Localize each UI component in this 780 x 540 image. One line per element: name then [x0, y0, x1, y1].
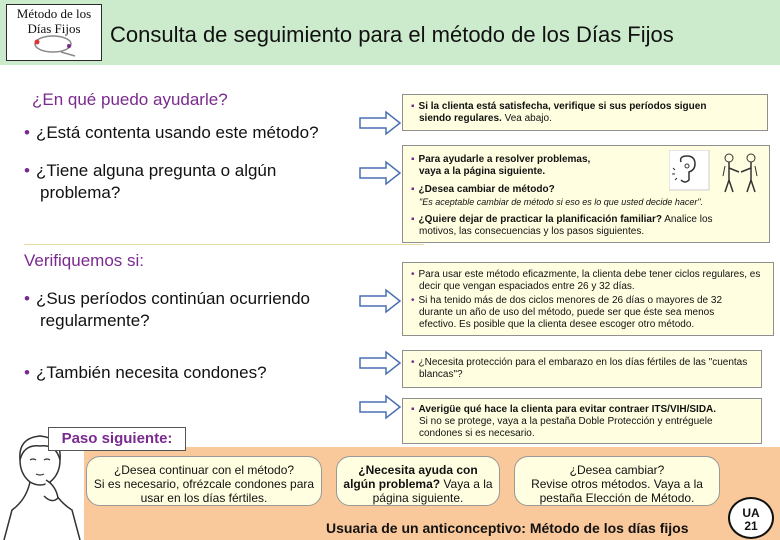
question-text-cont: problema? — [40, 183, 121, 202]
help-rest-2: página siguiente. — [372, 491, 464, 505]
next-step-label: Paso siguiente: — [48, 427, 186, 451]
tab-label-line2: Días Fijos — [27, 21, 81, 36]
answer-text — [411, 101, 706, 125]
footer-caption: Usuaria de un anticonceptivo: Método de los días fijos — [326, 520, 689, 536]
answer-line: Para usar este método eficazmente, la clienta debe tener ciclos regulares, es — [418, 269, 761, 280]
continue-title: ¿Desea continuar con el método? — [113, 463, 295, 477]
arrow-right-icon — [358, 160, 402, 186]
answer-text — [411, 214, 713, 238]
bullet-icon: • — [24, 363, 30, 382]
question-problems — [24, 160, 276, 204]
answer-text — [411, 269, 760, 293]
page-title: Consulta de seguimiento para el método de los Días Fijos — [110, 22, 674, 47]
change-line2: pestaña Elección de Método. — [539, 491, 695, 505]
question-condoms — [24, 362, 267, 384]
bullet-icon: ▪ — [411, 154, 415, 165]
answer-box-problems — [402, 145, 770, 243]
answer-rest: Analice los — [661, 214, 713, 225]
question-text: ¿Sus períodos continúan ocurriendo — [35, 289, 311, 308]
answer-line: decir que vengan espaciados entre 26 y 32 días. — [419, 281, 635, 292]
answer-rest: motivos, las consecuencias y los pasos siguientes. — [419, 226, 645, 237]
continue-line1: Si es necesario, ofrézcale condones para — [93, 477, 315, 491]
ask-heading: ¿En qué puedo ayudarle? — [32, 90, 228, 109]
answer-text — [411, 295, 722, 331]
verify-heading-text: Verifiquemos si: — [24, 251, 144, 270]
answer-bold: ¿Quiere dejar de practicar la planificación familiar? — [418, 214, 662, 225]
header-bar — [0, 0, 780, 65]
method-tab[interactable] — [6, 4, 102, 61]
change-title: ¿Desea cambiar? — [569, 463, 665, 477]
question-text-cont: regularmente? — [40, 311, 150, 330]
help-rest: Vaya a la — [440, 477, 493, 491]
bullet-icon: • — [411, 357, 415, 368]
answer-box-regular-periods — [402, 262, 774, 336]
arrow-right-icon — [358, 288, 402, 314]
bullet-icon: • — [411, 269, 415, 280]
question-satisfied — [24, 122, 319, 144]
verify-heading — [24, 244, 424, 274]
answer-box-condoms — [402, 350, 762, 388]
arrow-right-icon — [358, 394, 402, 420]
counseling-illustration-icon — [669, 150, 765, 196]
bullet-icon: • — [24, 123, 30, 142]
question-text: ¿También necesita condones? — [35, 363, 267, 382]
change-line1: Revise otros métodos. Vaya a la — [531, 477, 703, 491]
help-title: ¿Necesita ayuda con — [358, 463, 478, 477]
answer-text — [411, 184, 703, 209]
answer-bold: Averigüe qué hace la clienta para evitar contraer ITS/VIH/SIDA. — [418, 404, 717, 415]
answer-text — [411, 154, 590, 178]
answer-bold: siendo regulares. — [419, 113, 502, 124]
answer-bold: Si la clienta está satisfecha, verifique si sus períodos siguen — [418, 101, 707, 112]
page-badge — [728, 497, 774, 539]
bullet-icon: ▪ — [411, 101, 415, 112]
answer-box-sti — [402, 398, 762, 444]
question-regular-periods — [24, 288, 310, 332]
need-help-box[interactable] — [336, 456, 500, 506]
cyclebeads-icon — [31, 32, 79, 58]
answer-line: condones si es necesario. — [419, 428, 535, 439]
help-title-2: algún problema? — [343, 477, 441, 491]
answer-quote: "Es aceptable cambiar de método si eso es lo que usted decide hacer". — [419, 197, 704, 207]
answer-text — [411, 404, 716, 440]
answer-line: durante un año de uso del método, puede ser que éste sea menos — [419, 307, 715, 318]
answer-line: ¿Necesita protección para el embarazo en los días fértiles de las "cuentas — [418, 357, 748, 368]
question-text: ¿Tiene alguna pregunta o algún — [35, 161, 277, 180]
bullet-icon: • — [24, 289, 30, 308]
answer-text — [411, 357, 747, 381]
answer-bold: vaya a la página siguiente. — [419, 166, 546, 177]
bullet-icon: ▪ — [411, 184, 415, 195]
bullet-icon: ▪ — [411, 404, 415, 415]
continue-method-box[interactable] — [86, 456, 322, 506]
answer-line: blancas"? — [419, 369, 463, 380]
answer-bold: Para ayudarle a resolver problemas, — [418, 154, 591, 165]
answer-box-satisfied — [402, 94, 768, 131]
change-method-box[interactable] — [514, 456, 720, 506]
badge-code: UA — [742, 506, 760, 520]
answer-bold: ¿Desea cambiar de método? — [418, 184, 555, 195]
bullet-icon: • — [411, 295, 415, 306]
bullet-icon: • — [24, 161, 30, 180]
continue-line2: usar en los días fértiles. — [140, 491, 268, 505]
answer-line: efectivo. Es posible que la clienta desee escoger otro método. — [419, 319, 695, 330]
answer-rest: Vea abajo. — [501, 113, 552, 124]
question-text: ¿Está contenta usando este método? — [35, 123, 319, 142]
tab-label-line1: Método de los — [16, 6, 92, 21]
badge-number: 21 — [744, 519, 758, 533]
arrow-right-icon — [358, 350, 402, 376]
answer-line: Si ha tenido más de dos ciclos menores de 26 días o mayores de 32 — [418, 295, 723, 306]
bullet-icon: ▪ — [411, 214, 415, 225]
arrow-right-icon — [358, 110, 402, 136]
answer-line: Si no se protege, vaya a la pestaña Doble Protección y entréguele — [419, 416, 713, 427]
